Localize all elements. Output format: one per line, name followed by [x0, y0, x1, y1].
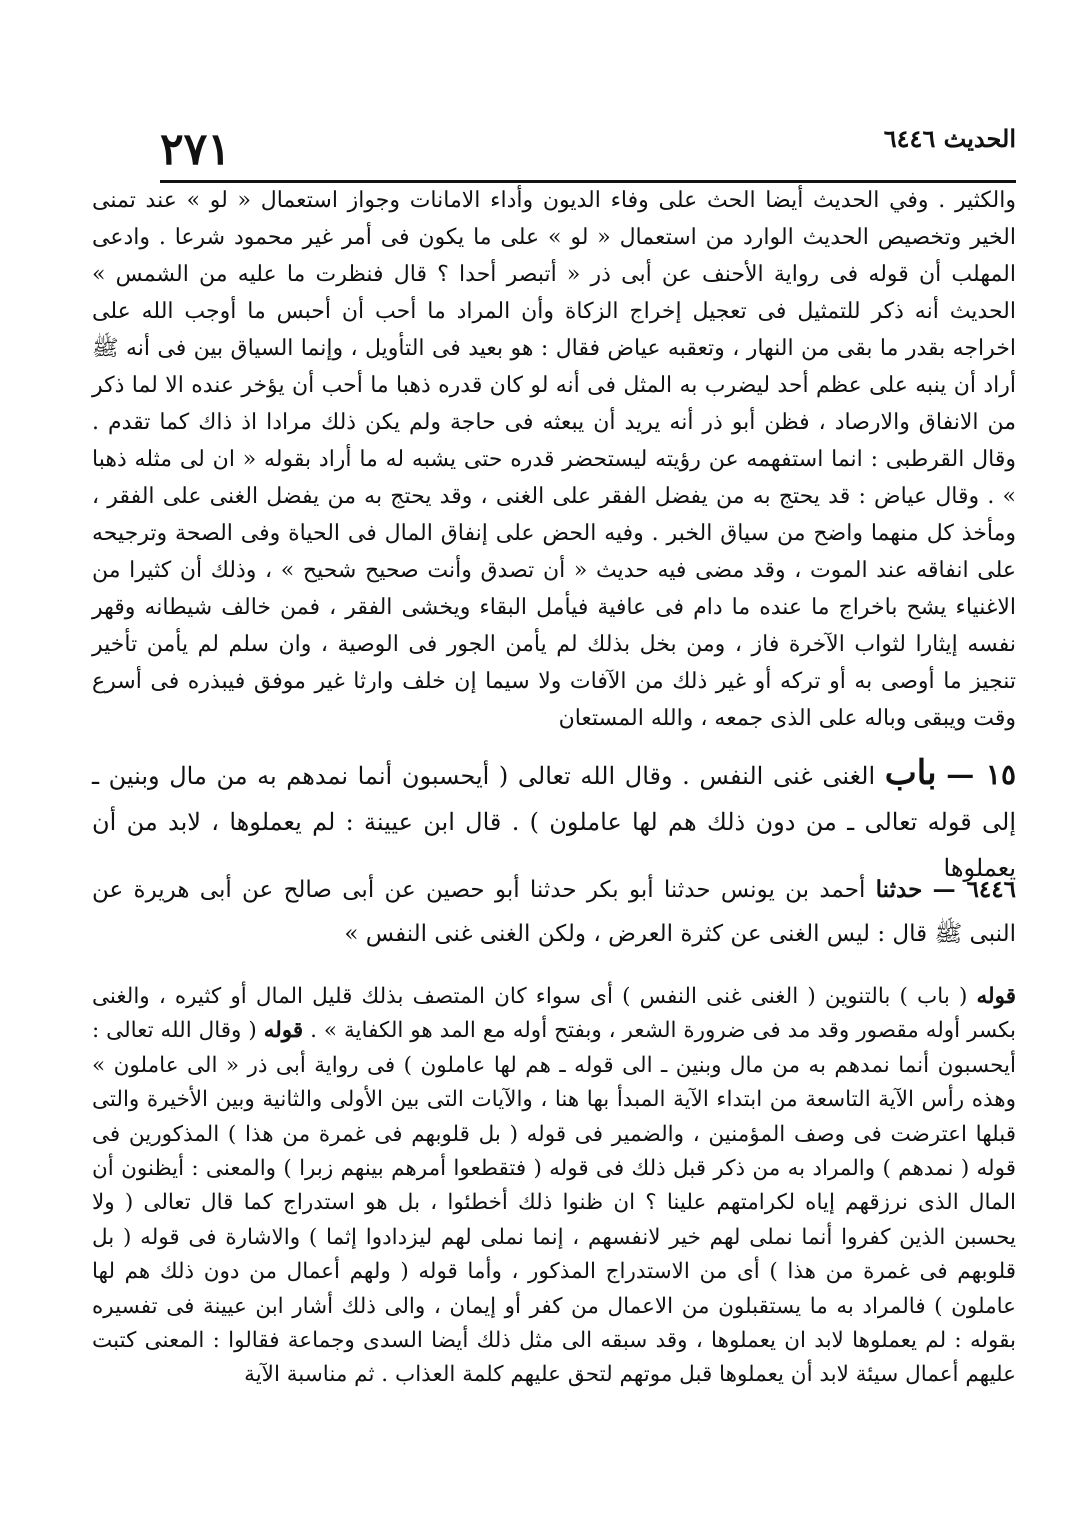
commentary-text-1: ( باب ) بالتنوين ( الغنى غنى النفس ) أى سواء كان المتصف بذلك قليل المال أو كثيره ، والغنى بكسر أوله مقصور وقد مد فى ضرورة الشعر ، وبفتح أوله مع المد هو الكفاية » .: [92, 984, 1016, 1044]
commentary-previous-hadith: [92, 182, 1016, 737]
haddathana-word: حدثنا: [875, 876, 923, 903]
commentary-paragraph: [92, 980, 1016, 1393]
commentary-paragraph: والكثير . وفي الحديث أيضا الحث على وفاء الديون وأداء الامانات وجواز استعمال « لو » عند تمنى الخير وتخصيص الحديث الوارد من استعمال « لو » على ما يكون فى أمر غير محمود شرعا . وادعى المهلب أن قوله فى رواية الأحنف عن أبى ذر « أتبصر أحدا ؟ قال فنظرت ما عليه من الشمس » الحديث أنه ذكر للتمثيل فى تعجيل إخراج الزكاة وأن المراد ما أحب أن أحبس ما أوجب الله على اخراجه بقدر ما بقى من النهار ، وتعقبه عياض فقال : هو بعيد فى التأويل ، وإنما السياق بين فى أنه ﷺ أراد أن ينبه على عظم أحد ليضرب به المثل فى أنه لو كان قدره ذهبا ما أحب أن يؤخر عنده الا لما ذكر من الانفاق والارصاد ، فظن أبو ذر أنه يريد أن يبعثه فى حاجة ولم يكن ذلك مرادا اذ ذاك كما تقدم . وقال القرطبى : انما استفهمه عن رؤيته ليستحضر قدره حتى يشبه له ما أراد بقوله « ان لى مثله ذهبا » . وقال عياض : قد يحتج به من يفضل الفقر على الغنى ، وقد يحتج به من يفضل الغنى على الفقر ، ومأخذ كل منهما واضح من سياق الخبر . وفيه الحض على إنفاق المال فى الحياة وفى الصحة وترجيحه على انفاقه عند الموت ، وقد مضى فيه حديث « أن تصدق وأنت صحيح شحيح » ، وذلك أن كثيرا من الاغنياء يشح باخراج ما عنده ما دام فى عافية فيأمل البقاء ويخشى الفقر ، فمن خالف شيطانه وقهر نفسه إيثارا لثواب الآخرة فاز ، ومن بخل بذلك لم يأمن الجور فى الوصية ، وان سلم لم يأمن تأخير تنجيز ما أوصى به أو تركه أو غير ذلك من الآفات ولا سيما إن خلف وارثا غير موفق فيبذره فى أسرع وقت ويبقى وباله على الذى جمعه ، والله المستعان: [92, 188, 1016, 731]
page-header: [160, 110, 1016, 183]
chapter-title-text: الغنى غنى النفس . وقال الله تعالى ( أيحسبون أنما نمدهم به من مال وبنين ـ إلى قوله تعالى ـ من دون ذلك هم لها عاملون ) . قال ابن عيينة : لم يعملوها ، لابد من أن يعملوها: [92, 762, 1016, 882]
qawluhu-keyword-1: قوله: [976, 984, 1016, 1009]
chapter-number: ١٥ —: [946, 758, 1016, 791]
commentary-text-2: ( وقال الله تعالى : أيحسبون أنما نمدهم به من مال وبنين ـ الى قوله ـ هم لها عاملون ) فى رواية أبى ذر « الى عاملون » وهذه رأس الآية التاسعة من ابتداء الآية المبدأ بها هنا ، والآيات التى بين الأولى والثانية وبين الأخيرة والتى قبلها اعترضت فى وصف المؤمنين ، والضمير فى قوله ( بل قلوبهم فى غمرة من هذا ) المذكورين فى قوله ( نمدهم ) والمراد به من ذكر قبل ذلك فى قوله ( فتقطعوا أمرهم بينهم زبرا ) والمعنى : أيظنون أن المال الذى نرزقهم إياه لكرامتهم علينا ؟ ان ظنوا ذلك أخطئوا ، بل هو استدراج كما قال تعالى ( ولا يحسبن الذين كفروا أنما نملى لهم خير لانفسهم ، إنما نملى لهم ليزدادوا إثما ) والاشارة فى قوله ( بل قلوبهم فى غمرة من هذا ) أى من الاستدراج المذكور ، وأما قوله ( ولهم أعمال من دون ذلك هم لها عاملون ) فالمراد به ما يستقبلون من الاعمال من كفر أو إيمان ، والى ذلك أشار ابن عيينة فى تفسيره بقوله : لم يعملوها لابد ان يعملوها ، وقد سبقه الى مثل ذلك أيضا السدى وجماعة فقالوا : المعنى كتبت عليهم أعمال سيئة لابد أن يعملوها قبل موتهم لتحق عليهم كلمة العذاب . ثم مناسبة الآية: [92, 1018, 1016, 1388]
hadith-paragraph: [92, 868, 1016, 956]
running-title: الحديث ٦٤٤٦: [883, 124, 1016, 153]
hadith-number: ٦٤٤٦ —: [932, 876, 1016, 903]
hadith-text-block: [92, 868, 1016, 956]
commentary-block: [92, 980, 1016, 1393]
page-number: ٢٧١: [160, 124, 231, 175]
hadith-body: أحمد بن يونس حدثنا أبو بكر حدثنا أبو حصين عن أبى صالح عن أبى هريرة عن النبى ﷺ قال : ليس الغنى عن كثرة العرض ، ولكن الغنى غنى النفس »: [92, 877, 1016, 947]
bab-word: باب: [884, 753, 937, 793]
qawluhu-keyword-2: قوله: [263, 1018, 304, 1044]
